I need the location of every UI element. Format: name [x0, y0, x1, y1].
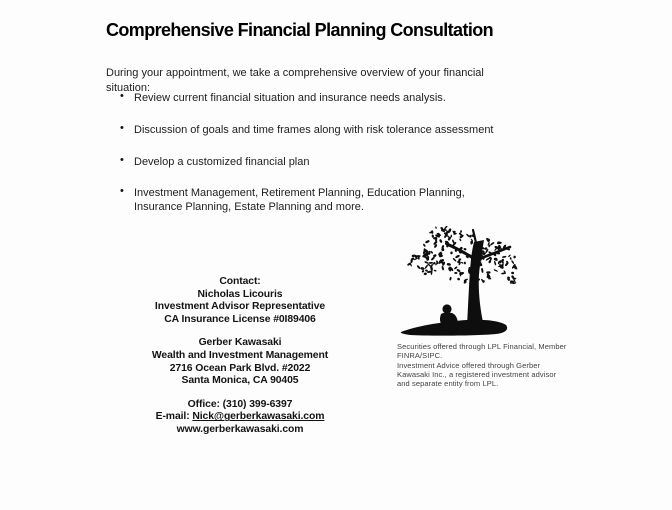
person-head	[442, 304, 451, 313]
advisor-name: Nicholas Licouris	[197, 288, 283, 300]
page-title: Comprehensive Financial Planning Consultation	[106, 20, 494, 41]
contact-heading: Contact:	[219, 276, 261, 287]
firm-address-group	[105, 337, 375, 387]
list-item: • Discussion of goals and time frames along with risk tolerance assessment	[120, 121, 494, 136]
firm-tagline: Wealth and Investment Management	[151, 349, 329, 361]
bullet-icon: •	[120, 90, 124, 102]
services-bullet-list	[120, 90, 519, 233]
person-body	[440, 312, 458, 325]
advice-disclaimer: Investment Advice offered through Gerber Kawasaki Inc., a registered investment advisor and separate entity from LPL.	[397, 360, 557, 389]
legal-disclaimers	[397, 342, 567, 388]
advisor-role: Investment Advisor Representative	[154, 301, 326, 313]
list-item: • Review current financial situation and insurance needs analysis.	[120, 90, 446, 104]
tree-silhouette-clipart	[396, 226, 522, 338]
bullet-icon: •	[120, 121, 124, 134]
email-link[interactable]: Nick@gerberkawasaki.com	[192, 411, 325, 423]
bullet-icon: •	[120, 153, 124, 166]
contact-person-group	[105, 276, 375, 326]
list-item: • Investment Management, Retirement Planning, Education Planning, Insurance Planning, Estate Planning and more.	[120, 185, 465, 214]
email-label: E-mail:	[155, 411, 190, 423]
list-item: • Develop a customized financial plan	[120, 153, 310, 168]
email-line	[105, 411, 375, 424]
advisor-license: CA Insurance License #0I89406	[164, 313, 316, 325]
firm-name: Gerber Kawasaki	[198, 337, 282, 349]
bullet-icon: •	[120, 185, 124, 198]
contact-methods-group	[105, 399, 375, 437]
address-line-2: Santa Monica, CA 90405	[181, 375, 299, 387]
contact-block	[105, 276, 375, 437]
office-phone: Office: (310) 399-6397	[187, 398, 293, 410]
address-line-1: 2716 Ocean Park Blvd. #2022	[169, 362, 311, 374]
securities-disclaimer: Securities offered through LPL Financial, Member FINRA/SIPC.	[397, 342, 567, 361]
website-url: www.gerberkawasaki.com	[176, 423, 304, 435]
intro-paragraph: During your appointment, we take a comprehensive overview of your financial situation:	[106, 67, 484, 94]
